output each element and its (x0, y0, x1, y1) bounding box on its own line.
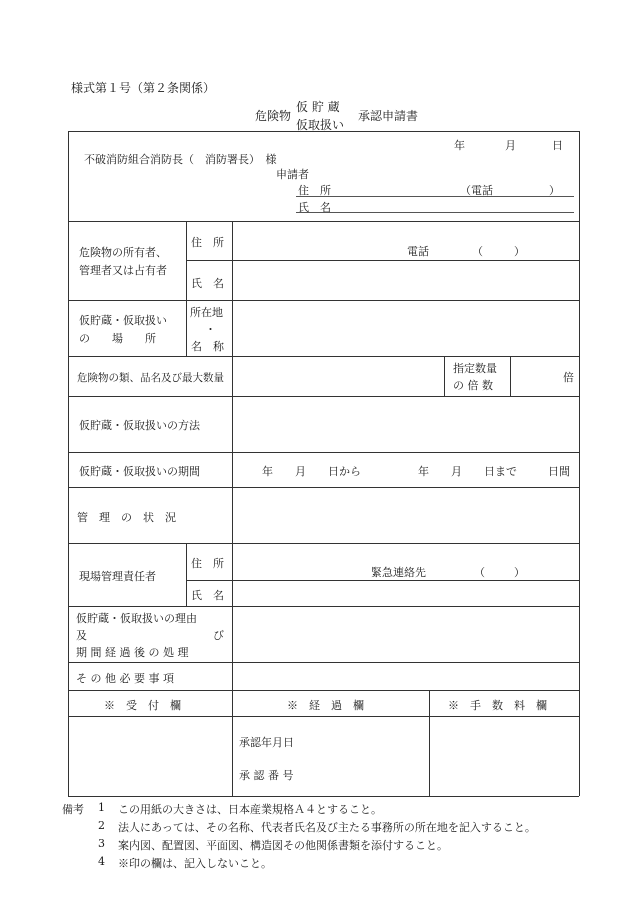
reason-label-and2: び (213, 629, 224, 642)
period-to: 年 月 日まで (418, 465, 517, 478)
note-text: 法人にあっては、その名称、代表者氏名及び主たる事務所の所在地を記入すること。 (118, 821, 536, 834)
location-label-line1: 所在地 (190, 306, 223, 319)
manager-name-label: 氏 名 (191, 589, 224, 602)
hazmat-label: 危険物の類、品名及び最大数量 (77, 372, 224, 384)
period-label: 仮貯蔵・仮取扱いの期間 (79, 465, 200, 478)
header-year: 年 (454, 139, 465, 152)
title-line-handling: 仮取扱い (296, 118, 345, 132)
period-from: 年 月 日から (262, 465, 361, 478)
approval-number-label: 承 認 番 号 (239, 769, 294, 782)
manager-label: 現場管理責任者 (79, 570, 156, 583)
emergency-paren-close: ） (514, 566, 525, 579)
reason-label-line3: 期 間 経 過 後 の 処 理 (76, 646, 189, 659)
owner-name-label: 氏 名 (191, 277, 224, 290)
progress-header: ※ 経 過 欄 (287, 699, 364, 712)
title-line-storage: 仮 貯 蔵 (296, 100, 340, 114)
owner-label-line1: 危険物の所有者、 (79, 246, 167, 259)
applicant-name-label: 氏 名 (298, 201, 331, 214)
note-text: ※印の欄は、記入しないこと。 (118, 857, 272, 870)
owner-phone-label: 電話 (407, 245, 429, 258)
management-label: 管 理 の 状 況 (77, 511, 176, 524)
title-suffix: 承認申請書 (358, 109, 419, 123)
note-num: 1 (98, 801, 105, 814)
reception-header: ※ 受 付 欄 (104, 699, 181, 712)
emergency-contact-label: 緊急連絡先 (371, 566, 426, 579)
multiple-unit: 倍 (563, 371, 574, 384)
header-day: 日 (552, 139, 563, 152)
place-label-line2: の 場 所 (79, 332, 156, 345)
note-text: この用紙の大きさは、日本産業規格Ａ４とすること。 (118, 803, 382, 816)
applicant-address-label: 住 所 (298, 184, 331, 197)
owner-phone-close: ） (514, 245, 525, 258)
other-label: そ の 他 必 要 事 項 (76, 672, 174, 685)
approval-date-label: 承認年月日 (239, 736, 294, 749)
designated-label-line1: 指定数量 (453, 362, 497, 375)
applicant-phone-open: （電話 (460, 184, 493, 197)
title-prefix: 危険物 (255, 109, 292, 123)
emergency-paren-open: （ (474, 566, 485, 579)
note-num: 3 (98, 837, 105, 850)
note-num: 4 (98, 855, 105, 868)
notes-heading: 備考 (62, 803, 84, 816)
applicant-label: 申請者 (276, 168, 309, 181)
owner-address-label: 住 所 (191, 236, 224, 249)
addressee: 不破消防組合消防長（ 消防署長） 様 (84, 153, 277, 166)
applicant-phone-close: ） (549, 184, 560, 197)
form-number: 様式第１号（第２条関係） (71, 81, 216, 95)
place-label-line1: 仮貯蔵・仮取扱い (79, 314, 167, 327)
reason-label-and: 及 (76, 629, 87, 642)
reason-label-line1: 仮貯蔵・仮取扱いの理由 (76, 612, 197, 625)
owner-label-line2: 管理者又は占有者 (79, 264, 167, 277)
header-month: 月 (505, 139, 516, 152)
owner-phone-open: （ (472, 245, 483, 258)
location-label-line3: 名 称 (191, 340, 224, 353)
manager-address-label: 住 所 (191, 557, 224, 570)
period-days: 日間 (548, 465, 570, 478)
note-num: 2 (98, 819, 105, 832)
method-label: 仮貯蔵・仮取扱いの方法 (79, 419, 200, 432)
note-text: 案内図、配置図、平面図、構造図その他関係書類を添付すること。 (118, 839, 448, 852)
fee-header: ※ 手 数 料 欄 (448, 699, 547, 712)
designated-label-line2: の 倍 数 (453, 379, 493, 392)
location-label-line2: ・ (205, 323, 216, 336)
